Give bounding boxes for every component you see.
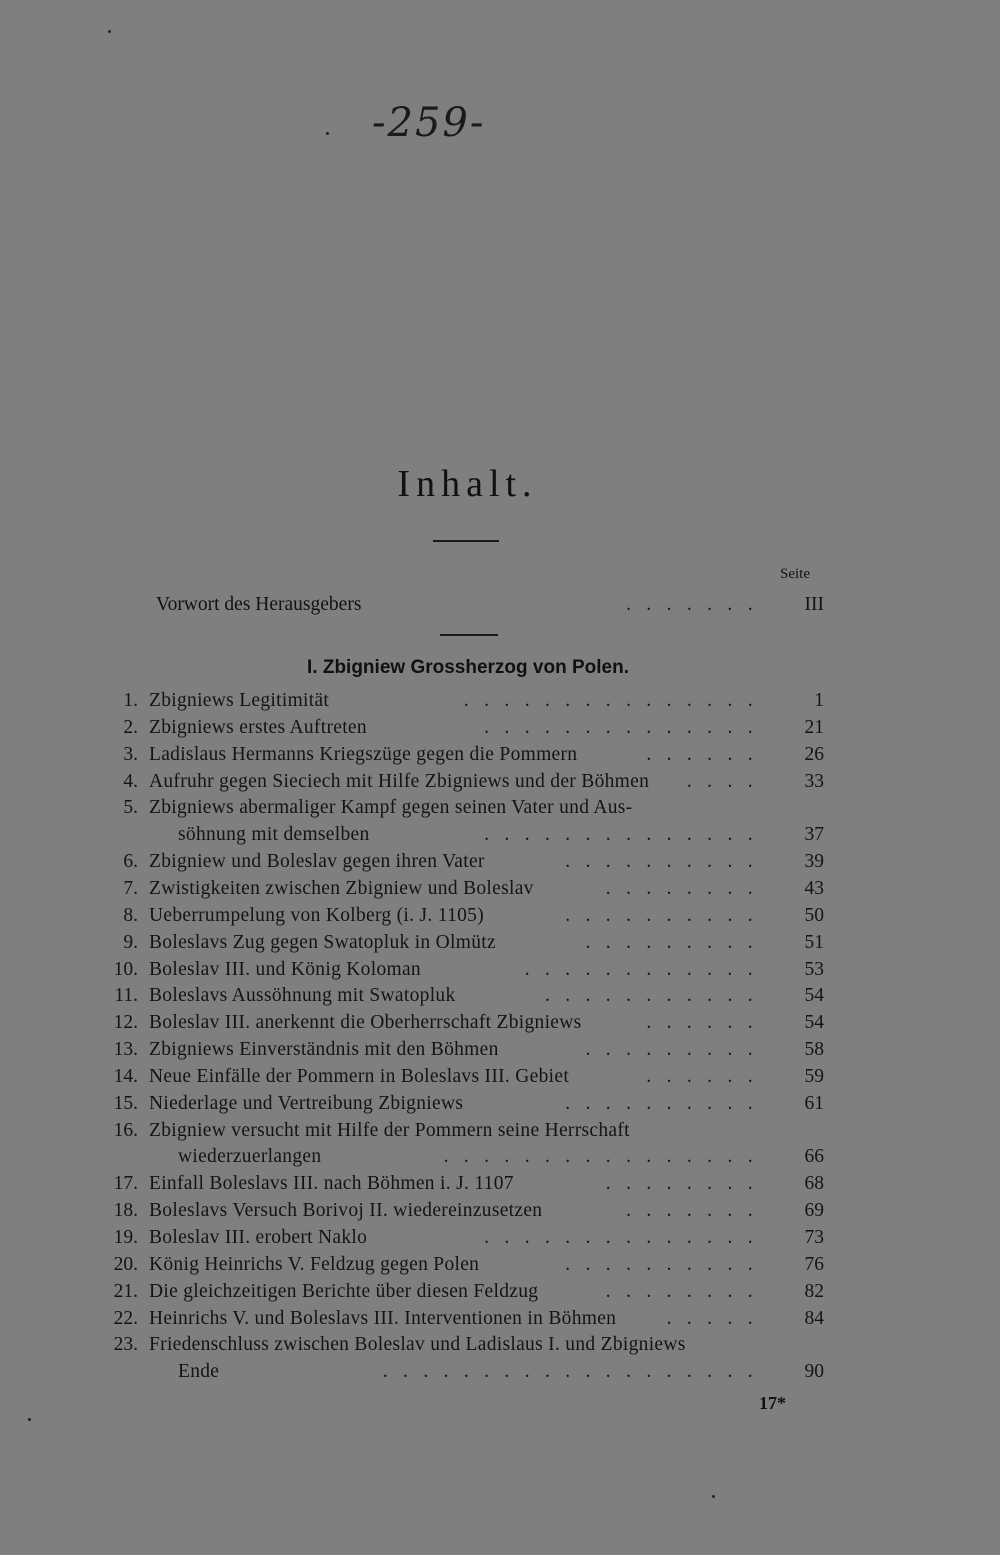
entry-number: 14.: [113, 1065, 138, 1087]
entry-number: 10.: [113, 958, 138, 980]
entry-title-line[interactable]: Boleslavs Versuch Borivoj II. wiedereinzusetzen: [149, 1200, 543, 1222]
entry-page-number: 39: [804, 851, 824, 873]
entry-number: 6.: [123, 851, 138, 873]
entry-page-number: 58: [804, 1039, 824, 1061]
foreword-label: Vorwort des Herausgebers: [156, 594, 362, 615]
entry-number: 7.: [123, 877, 138, 899]
entry-title-line[interactable]: Boleslav III. erobert Naklo: [149, 1227, 368, 1248]
entry-page-number: 61: [804, 1092, 824, 1114]
entry-title-line[interactable]: Zbigniews Legitimität: [149, 690, 330, 711]
entry-number: 11.: [114, 985, 138, 1007]
entry-number: 17.: [113, 1173, 138, 1195]
leader-dots: ......: [646, 1065, 768, 1087]
entry-number: 13.: [113, 1039, 138, 1061]
page-title: Inhalt.: [397, 463, 538, 505]
leader-dots: ...................: [382, 1361, 768, 1383]
entry-page-number: 26: [804, 743, 824, 765]
signature-mark: 17*: [759, 1393, 786, 1413]
entry-title-line[interactable]: Niederlage und Vertreibung Zbigniews: [149, 1092, 464, 1114]
entry-title-line[interactable]: Aufruhr gegen Sieciech mit Hilfe Zbigniews und der Böhmen: [149, 770, 650, 792]
leader-dots: ......: [646, 1012, 768, 1034]
entry-page-number: 69: [804, 1200, 824, 1222]
entry-page-number: 43: [804, 877, 824, 899]
leader-dots: .........: [585, 931, 768, 953]
entry-title-line[interactable]: wiederzuerlangen: [178, 1146, 322, 1168]
entry-page-number: 33: [804, 770, 824, 792]
entry-title-line[interactable]: Zbigniews erstes Auftreten: [149, 716, 367, 738]
speck: [712, 1495, 715, 1498]
title-divider: [433, 540, 499, 542]
entry-page-number: 50: [804, 904, 824, 926]
entry-number: 12.: [113, 1012, 138, 1034]
speck: [108, 30, 111, 33]
entry-title-line[interactable]: Zbigniews Einverständnis mit den Böhmen: [149, 1039, 499, 1061]
entry-number: 22.: [113, 1307, 138, 1329]
entry-title-line[interactable]: Neue Einfälle der Pommern in Boleslavs III. Gebiet: [149, 1065, 570, 1087]
leader-dots: ..........: [565, 851, 768, 873]
entry-page-number: 82: [804, 1280, 824, 1302]
entry-title-line[interactable]: König Heinrichs V. Feldzug gegen Polen: [149, 1253, 480, 1275]
entry-number: 4.: [123, 770, 138, 792]
entry-number: 9.: [123, 931, 138, 953]
section-divider: [440, 634, 498, 636]
leader-dots: ........: [605, 1173, 768, 1195]
entry-title-line[interactable]: Boleslav III. anerkennt die Oberherrschaft Zbigniews: [149, 1012, 582, 1034]
entry-title-line[interactable]: Boleslavs Zug gegen Swatopluk in Olmütz: [149, 931, 496, 953]
entry-page-number: 73: [804, 1227, 824, 1248]
entry-number: 8.: [123, 904, 138, 926]
leader-dots: ...........: [544, 985, 768, 1007]
entry-page-number: 53: [804, 958, 824, 980]
entry-page-number: 66: [804, 1146, 824, 1168]
entry-number: 1.: [123, 690, 138, 711]
entry-title-line[interactable]: Zbigniew versucht mit Hilfe der Pommern seine Herrschaft: [149, 1119, 630, 1141]
leader-dots: ..............: [484, 716, 768, 738]
leader-dots: ................: [443, 1146, 768, 1168]
entry-number: 18.: [113, 1200, 138, 1222]
entry-title-line[interactable]: söhnung mit demselben: [178, 824, 370, 846]
leader-dots: ......: [646, 743, 768, 765]
entry-title-line[interactable]: Zbigniew und Boleslav gegen ihren Vater: [149, 851, 485, 873]
entry-page-number: 21: [804, 716, 824, 738]
entry-title-line[interactable]: Die gleichzeitigen Berichte über diesen Feldzug: [149, 1280, 539, 1302]
handwritten-page-number: -259-: [372, 100, 486, 146]
entry-number: 15.: [113, 1092, 138, 1114]
entry-title-line[interactable]: Zbigniews abermaliger Kampf gegen seinen Vater und Aus-: [149, 797, 633, 819]
foreword-entry[interactable]: [156, 592, 361, 618]
entry-page-number: 76: [804, 1253, 824, 1275]
entry-number: 19.: [113, 1227, 138, 1248]
leader-dots: ........: [605, 877, 768, 899]
leader-dots: ..........: [565, 904, 768, 926]
entry-page-number: 37: [804, 824, 824, 846]
entry-page-number: 90: [804, 1361, 824, 1383]
leader-dots: .....: [666, 1307, 768, 1329]
entry-number: 23.: [113, 1334, 138, 1356]
entry-page-number: 59: [804, 1065, 824, 1087]
foreword-page: III: [804, 594, 824, 615]
leader-dots: .........: [585, 1039, 768, 1061]
leader-dots: .......: [626, 1200, 768, 1222]
entry-page-number: 54: [804, 1012, 824, 1034]
entry-page-number: 54: [804, 985, 824, 1007]
entry-title-line[interactable]: Boleslavs Aussöhnung mit Swatopluk: [149, 985, 456, 1007]
entry-title-line[interactable]: Heinrichs V. und Boleslavs III. Interventionen in Böhmen: [149, 1307, 617, 1329]
seite-column-label: Seite: [780, 566, 810, 582]
entry-page-number: 1: [814, 690, 824, 711]
entry-page-number: 51: [804, 931, 824, 953]
entry-title-line[interactable]: Ladislaus Hermanns Kriegszüge gegen die Pommern: [149, 743, 578, 765]
entry-page-number: 84: [804, 1307, 824, 1329]
leader-dots: ..............: [484, 824, 768, 846]
entry-number: 16.: [113, 1119, 138, 1141]
leader-dots: ..........: [565, 1092, 768, 1114]
entry-title-line[interactable]: Friedenschluss zwischen Boleslav und Ladislaus I. und Zbigniews: [149, 1334, 686, 1356]
entry-title-line[interactable]: Zwistigkeiten zwischen Zbigniew und Boleslav: [149, 877, 534, 899]
section-heading: I. Zbigniew Grossherzog von Polen.: [307, 657, 629, 678]
entry-number: 2.: [123, 716, 138, 738]
entry-page-number: 68: [804, 1173, 824, 1195]
entry-number: 3.: [123, 743, 138, 765]
speck: [28, 1418, 31, 1421]
leader-dots: ...............: [463, 690, 768, 711]
leader-dots: ............: [524, 958, 768, 980]
entry-title-line[interactable]: Einfall Boleslavs III. nach Böhmen i. J. 1107: [149, 1173, 514, 1195]
entry-number: 20.: [113, 1253, 138, 1275]
leader-dots: ..............: [484, 1227, 768, 1248]
entry-number: 21.: [113, 1280, 138, 1302]
entry-number: 5.: [123, 797, 138, 819]
entry-title-line[interactable]: Boleslav III. und König Koloman: [149, 958, 421, 980]
entry-title-line[interactable]: Ende: [178, 1361, 220, 1383]
speck: [326, 132, 329, 135]
entry-title-line[interactable]: Ueberrumpelung von Kolberg (i. J. 1105): [149, 904, 485, 926]
foreword-leader-dots: .......: [626, 594, 768, 615]
leader-dots: ....: [686, 770, 768, 792]
leader-dots: ........: [605, 1280, 768, 1302]
leader-dots: ..........: [565, 1253, 768, 1275]
